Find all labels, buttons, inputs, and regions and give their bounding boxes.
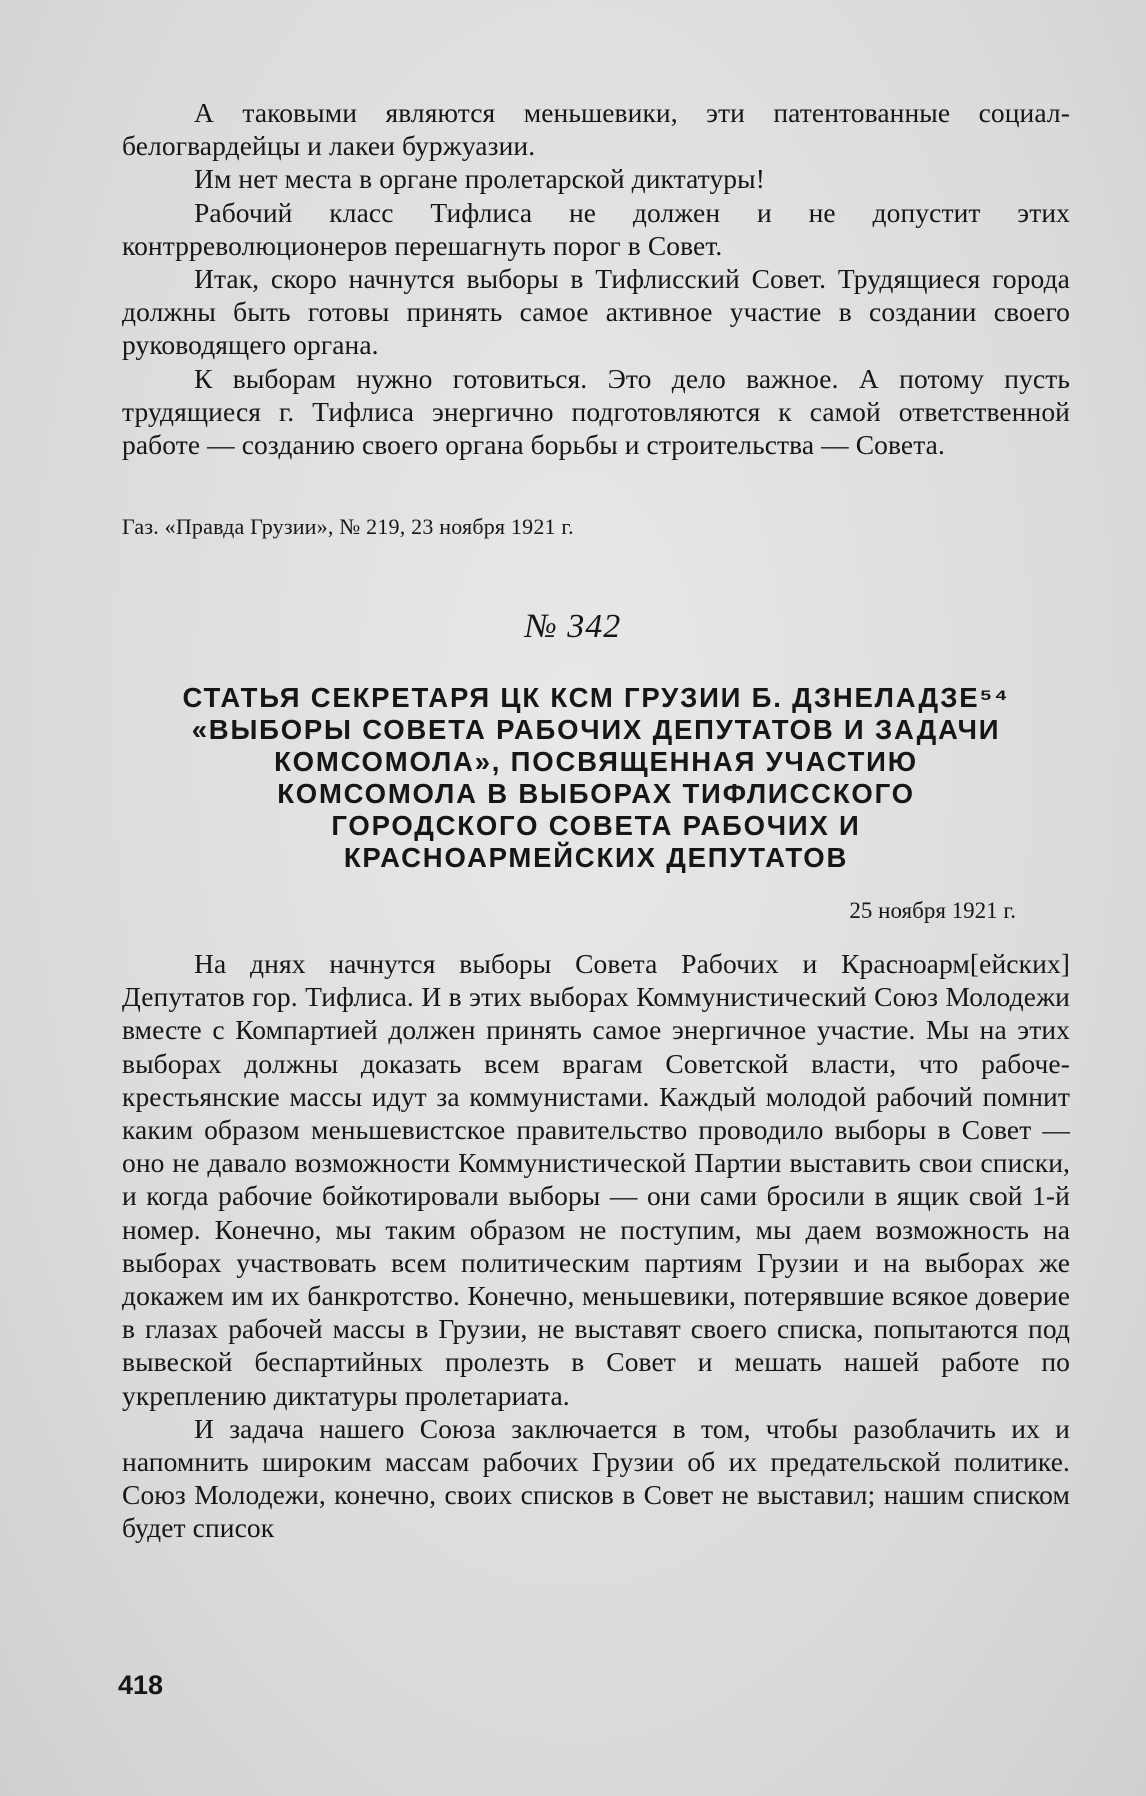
paragraph: На днях начнутся выборы Совета Рабочих и Красноарм[ейских] Депутатов гор. Тифлиса. И в этих выборах Коммунистический Союз Молодежи вместе с Компартией должен принять самое энергичное участие. Мы на этих выборах должны доказать всем врагам Советской власти, что рабоче-крестьянские массы идут за коммунистами. Каждый молодой рабочий помнит каким образом меньшевистское правительство проводило выборы в Совет — оно не давало возможности Коммунистической Партии выставить свои списки, и когда рабочие бойкотировали выборы — они сами бросили в ящик свой 1-й номер. Конечно, мы таким образом не поступим, мы даем возможность на выборах участвовать всем политическим партиям Грузии и на выборах же докажем им их банкротство. Конечно, меньшевики, потерявшие всякое доверие в глазах рабочей массы в Грузии, не выставят своего списка, попытаются под вывеской беспартийных пролезть в Совет и мешать нашей работе по укреплению диктатуры пролетариата. — [122, 948, 1070, 1411]
heading-line: КОМСОМОЛА», ПОСВЯЩЕННАЯ УЧАСТИЮ — [274, 746, 918, 777]
body-text-block — [122, 947, 1070, 1545]
article-date: 25 ноября 1921 г. — [849, 898, 1016, 923]
source-citation: Газ. «Правда Грузии», № 219, 23 ноября 1921 г. — [122, 514, 574, 539]
heading-line: «ВЫБОРЫ СОВЕТА РАБОЧИХ ДЕПУТАТОВ И ЗАДАЧИ — [191, 714, 1001, 745]
paragraph: Рабочий класс Тифлиса не должен и не допустит этих контрреволюционеров перешагнуть порог в Совет. — [122, 196, 1070, 261]
heading-line: ГОРОДСКОГО СОВЕТА РАБОЧИХ И — [331, 810, 861, 841]
top-text-block — [122, 96, 1070, 461]
paragraph: Им нет места в органе пролетарской диктатуры! — [194, 163, 765, 195]
heading-line: КОМСОМОЛА В ВЫБОРАХ ТИФЛИССКОГО — [277, 778, 915, 809]
paragraph: А таковыми являются меньшевики, эти патентованные социал-белогвардейцы и лакеи буржуазии. — [122, 97, 1070, 162]
heading-line: СТАТЬЯ СЕКРЕТАРЯ ЦК КСМ ГРУЗИИ Б. ДЗНЕЛАДЗЕ⁵⁴ — [182, 682, 1010, 713]
paragraph: К выборам нужно готовиться. Это дело важное. А потому пусть трудящиеся г. Тифлиса энергично подготовляются к самой ответственной работе — созданию своего органа борьбы и строительства — Совета. — [122, 362, 1070, 461]
document-heading — [122, 682, 1070, 874]
page-number: 418 — [118, 1670, 164, 1700]
paragraph: И задача нашего Союза заключается в том, чтобы разоблачить их и напомнить широким массам рабочих Грузии об их предательской политике. Союз Молодежи, конечно, своих списков в Совет не выставил; нашим списком будет список — [122, 1412, 1070, 1544]
document-number: № 342 — [524, 608, 622, 645]
paragraph: Итак, скоро начнутся выборы в Тифлисский Совет. Трудящиеся города должны быть готовы принять самое активное участие в создании своего руководящего органа. — [122, 263, 1070, 361]
heading-line: КРАСНОАРМЕЙСКИХ ДЕПУТАТОВ — [343, 842, 849, 873]
